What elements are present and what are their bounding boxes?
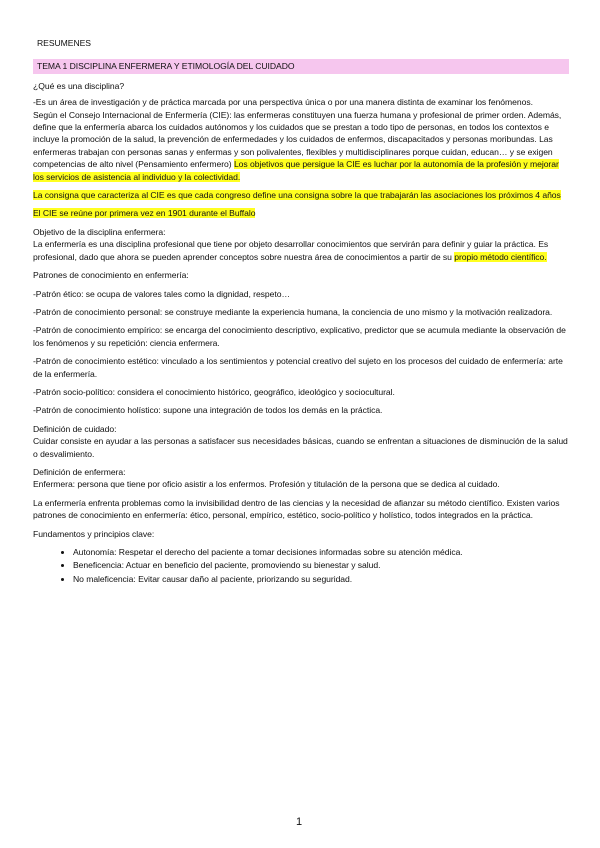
cie-objectives-highlight: Los objetivos que persigue la CIE es luchar por la autonomía de la profesión y mejorar los servicios de asistencia al individuo y la colectividad. <box>33 159 559 182</box>
question-heading: ¿Qué es una disciplina? <box>33 80 125 91</box>
patron-estetico: -Patrón de conocimiento estético: vinculado a los sentimientos y potencial creativo del sujeto en los procesos del cuidado de enfermería: arte de la enfermería. <box>33 356 563 379</box>
objetivo-highlight: propio método científico. <box>454 251 547 262</box>
objetivo-title: Objetivo de la disciplina enfermera: <box>33 226 166 237</box>
fundamentos-title: Fundamentos y principios clave: <box>33 528 155 539</box>
patron-personal: -Patrón de conocimiento personal: se construye mediante la experiencia humana, la conciencia de uno mismo y la motivación realizadora. <box>33 306 553 317</box>
cie-meeting-highlight: El CIE se reúne por primera vez en 1901 durante el Buffalo <box>33 208 256 219</box>
enfermera-title: Definición de enfermera: <box>33 466 126 477</box>
principio-no-maleficencia: • No maleficencia: Evitar causar daño al paciente, priorizando su seguridad. <box>73 573 569 585</box>
cuidado-title: Definición de cuidado: <box>33 423 117 434</box>
resumenes-heading: RESUMENES <box>37 38 91 48</box>
cie-paragraph-text: Según el Consejo Internacional de Enfermería (CIE): las enfermeras constituyen una fuerza humana y profesional de primer orden. Además, define que la enfermería abarca los cuidados autónomos y los cuidados que se prestan a todo tipo de personas, en todos los contextos e incluye la promoción de la salud, la prevención de enfermedades y los cuidados de enfermos, discapacitados y personas moribundas. Las enfermeras trabajan con personas sanas y enfermas y son polivalentes, flexibles y multidisciplinares porque cuidan, educan… y se exigen competencias de alto nivel (Pensamiento enfermero) <box>33 109 562 170</box>
patron-etico: -Patrón ético: se ocupa de valores tales como la dignidad, respeto… <box>33 288 290 299</box>
patrones-title: Patrones de conocimiento en enfermería: <box>33 270 189 281</box>
principio-autonomia: • Autonomía: Respetar el derecho del paciente a tomar decisiones informadas sobre su atención médica. <box>73 546 569 558</box>
problemas-paragraph: La enfermería enfrenta problemas como la invisibilidad dentro de las ciencias y la necesidad de afianzar su método científico. Existen varios patrones de conocimiento en enfermería: ético, personal, empírico, estético, socio-político y holístico, todos integrados en la práctica. <box>33 497 560 521</box>
principios-list <box>33 546 569 585</box>
cie-consigna-highlight: La consigna que caracteriza al CIE es que cada congreso define una consigna sobre la que trabajarán las asociaciones los próximos 4 años <box>33 190 561 201</box>
cie-meeting-paragraph <box>33 207 569 219</box>
objetivo-text: La enfermería es una disciplina profesional que tiene por objeto desarrollar conocimientos que servirán para definir y guiar la práctica. Es profesional, dado que ahora se pueden aprender conceptos sobre nuestra área de conocimientos a partir de su <box>33 239 549 262</box>
tema-title: TEMA 1 DISCIPLINA ENFERMERA Y ETIMOLOGÍA DEL CUIDADO <box>33 59 569 73</box>
objetivo-paragraph <box>33 238 569 263</box>
cie-paragraph <box>33 109 569 183</box>
enfermera-text: Enfermera: persona que tiene por oficio asistir a los enfermos. Profesión y titulación de la persona que se dedica al cuidado. <box>33 479 500 490</box>
patron-empirico: -Patrón de conocimiento empírico: se encarga del conocimiento descriptivo, explicativo, predictor que se acumula mediante la observación de los fenómenos y su repetición: ciencia enfermera. <box>33 325 566 348</box>
principio-beneficencia: • Beneficencia: Actuar en beneficio del paciente, promoviendo su bienestar y salud. <box>73 559 569 571</box>
patron-holistico: -Patrón de conocimiento holístico: supone una integración de todos los demás en la práctica. <box>33 405 383 416</box>
cie-consigna-paragraph <box>33 189 569 201</box>
patron-socio-politico: -Patrón socio-político: considera el conocimiento histórico, geográfico, ideológico y sociocultural. <box>33 386 395 397</box>
cuidado-text: Cuidar consiste en ayudar a las personas a satisfacer sus necesidades básicas, cuando se enfrentan a situaciones de disminución de la salud o desvalimiento. <box>33 436 568 459</box>
document-body <box>33 37 569 586</box>
discipline-definition: -Es un área de investigación y de práctica marcada por una perspectiva única o por una manera distinta de examinar los fenómenos. <box>33 97 533 108</box>
page-number: 1 <box>296 816 303 828</box>
